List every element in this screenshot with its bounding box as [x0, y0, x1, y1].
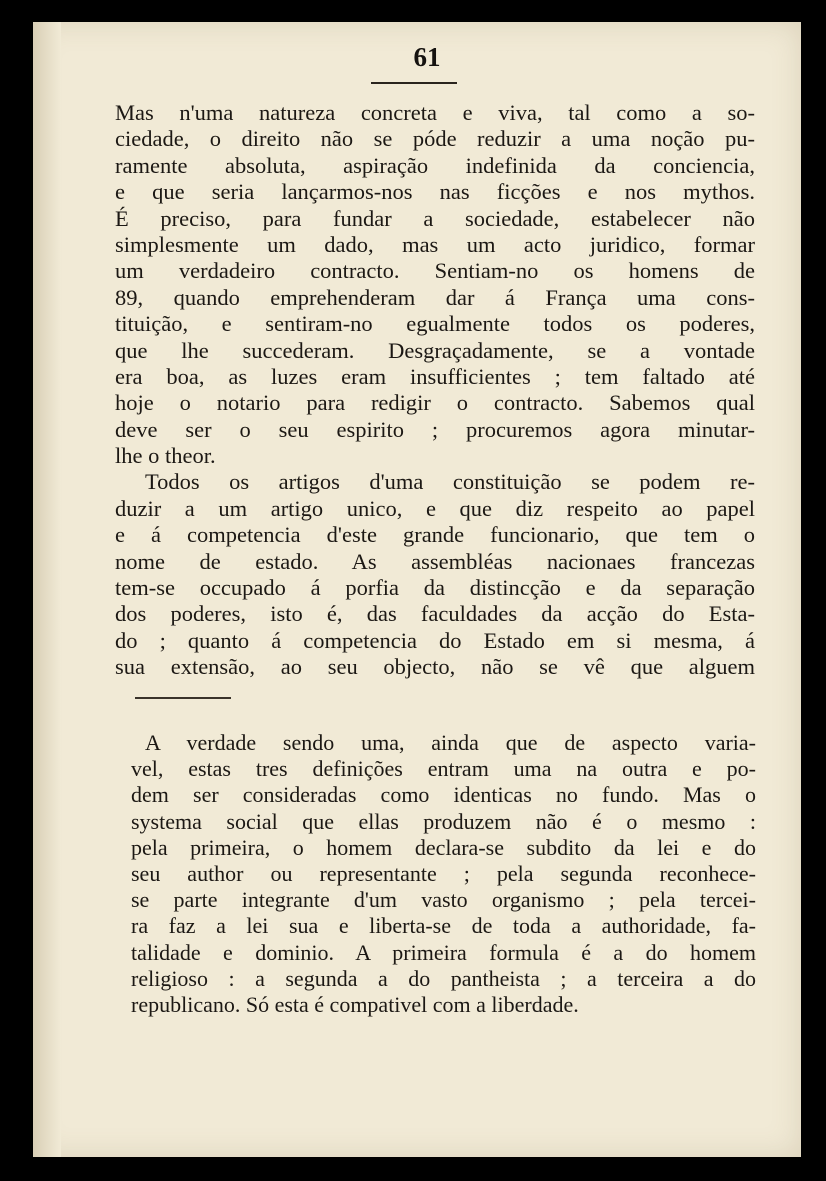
- text-line: que lhe succederam. Desgraçadamente, se a vontade: [115, 337, 755, 363]
- text-line: sua extensão, ao seu objecto, não se vê que alguem: [115, 654, 755, 680]
- footnote-line: vel, estas tres definições entram uma na outra e po-: [131, 756, 756, 782]
- page-gutter-shadow: [33, 22, 61, 1157]
- text-line: Mas n'uma natureza concreta e viva, tal como a so-: [115, 100, 755, 125]
- footnote-line: religioso : a segunda a do pantheista ; a terceira a do: [131, 965, 756, 991]
- text-line: duzir a um artigo unico, e que diz respeito ao papel: [115, 495, 755, 521]
- main-text: [115, 100, 755, 681]
- footnote-line: seu author ou representante ; pela segunda reconhece-: [131, 860, 756, 886]
- paragraph-end-line: lhe o theor.: [115, 443, 216, 469]
- text-line: um verdadeiro contracto. Sentiam-no os homens de: [115, 258, 755, 284]
- text-line: simplesmente um dado, mas um acto juridico, formar: [115, 231, 755, 257]
- text-line: tituição, e sentiram-no egualmente todos os poderes,: [115, 311, 755, 337]
- footnote-line: systema social que ellas produzem não é o mesmo :: [131, 808, 756, 834]
- footnote-line: ra faz a lei sua e liberta-se de toda a authoridade, fa-: [131, 913, 756, 939]
- text-line: É preciso, para fundar a sociedade, estabelecer não: [115, 205, 755, 231]
- footnote-last-line: republicano. Só esta é compativel com a liberdade.: [131, 991, 579, 1017]
- text-line: ramente absoluta, aspiração indefinida da conciencia,: [115, 152, 755, 178]
- page-number: 61: [413, 42, 441, 72]
- book-page: [33, 22, 801, 1157]
- text-line: e á competencia d'este grande funcionario, que tem o: [115, 522, 755, 548]
- text-line: nome de estado. As assembléas nacionaes francezas: [115, 548, 755, 574]
- text-line: do ; quanto á competencia do Estado em si mesma, á: [115, 627, 755, 653]
- text-line: tem-se occupado á porfia da distincção e da separação: [115, 575, 755, 601]
- text-line: era boa, as luzes eram insufficientes ; tem faltado até: [115, 363, 755, 389]
- paragraph-first-line: Todos os artigos d'uma constituição se podem re-: [145, 469, 755, 495]
- footnote-line: talidade e dominio. A primeira formula é a do homem: [131, 939, 756, 965]
- text-line: deve ser o seu espirito ; procuremos agora minutar-: [115, 416, 755, 442]
- footnote-line: se parte integrante d'um vasto organismo ; pela tercei-: [131, 887, 756, 913]
- footnote-first-line: A verdade sendo uma, ainda que de aspecto varia-: [145, 730, 756, 755]
- footnote-separator: [135, 697, 231, 699]
- text-line: dos poderes, isto é, das faculdades da acção do Esta-: [115, 601, 755, 627]
- footnote-line: dem ser consideradas como identicas no fundo. Mas o: [131, 782, 756, 808]
- text-line: 89, quando emprehenderam dar á França uma cons-: [115, 284, 755, 310]
- footnote-line: pela primeira, o homem declara-se subdito da lei e do: [131, 834, 756, 860]
- text-line: e que seria lançarmos-nos nas ficções e nos mythos.: [115, 179, 755, 205]
- footnote: [131, 730, 756, 1018]
- text-line: hoje o notario para redigir o contracto. Sabemos qual: [115, 390, 755, 416]
- text-line: ciedade, o direito não se póde reduzir a uma noção pu-: [115, 126, 755, 152]
- page-number-rule: [371, 82, 457, 84]
